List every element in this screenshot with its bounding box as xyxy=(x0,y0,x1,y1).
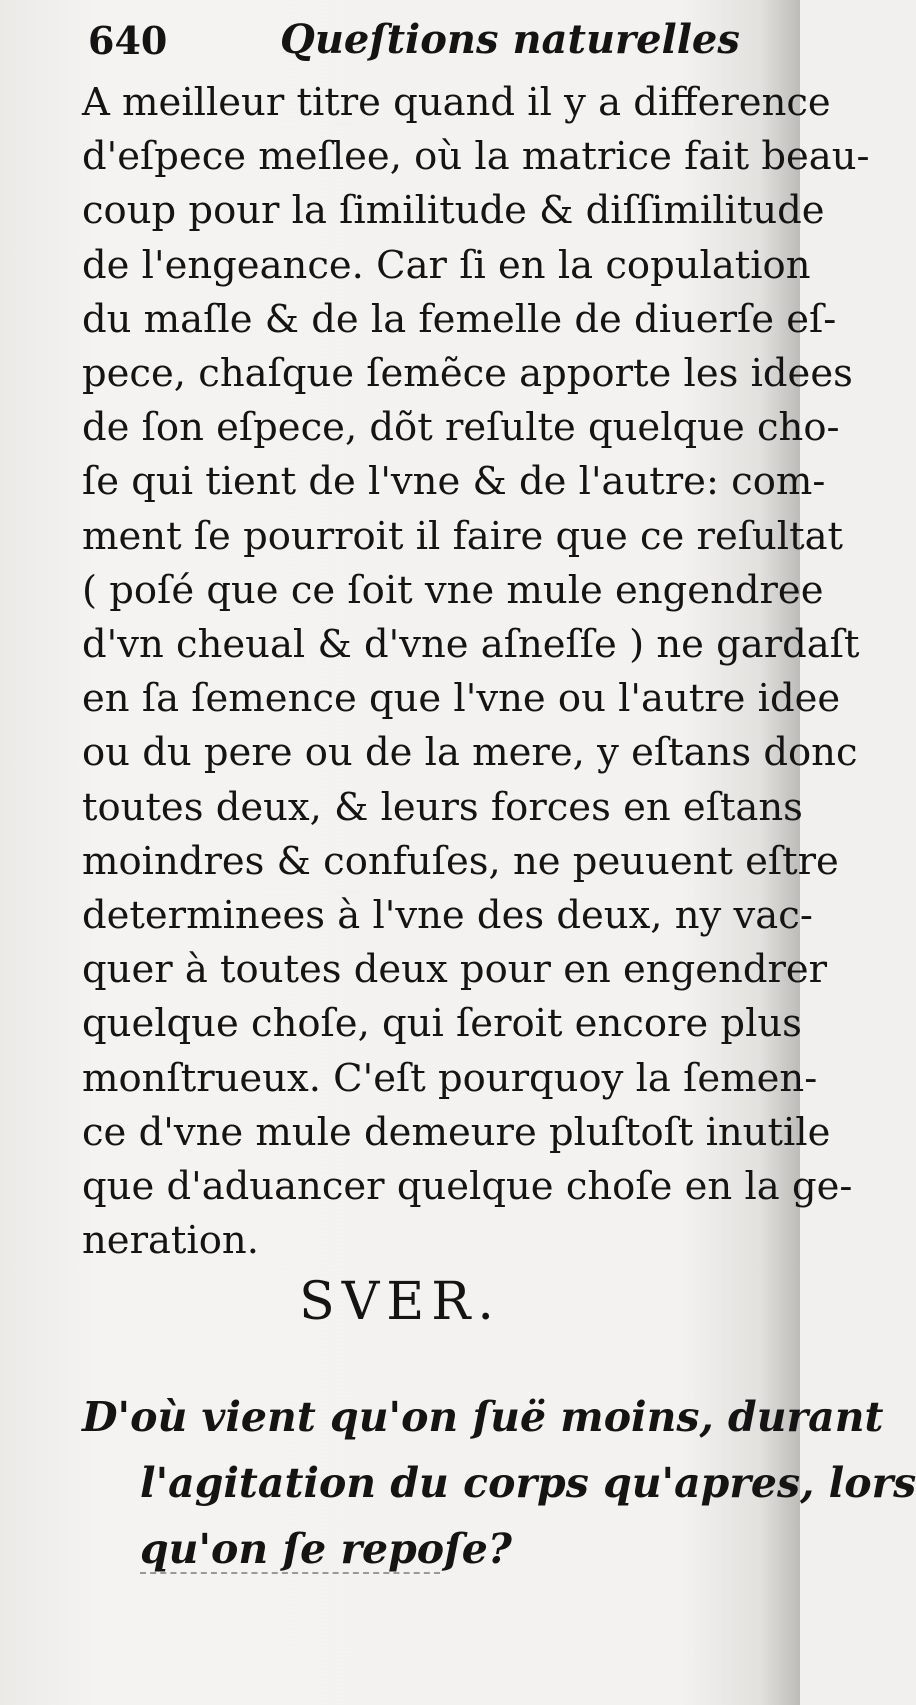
text-line: ment ſe pourroit il faire que ce reſultat xyxy=(82,513,843,559)
text-line: que d'aduancer quelque choſe en la ge- xyxy=(82,1164,853,1210)
text-line: en ſa ſemence que l'vne ou l'autre idee xyxy=(82,676,841,722)
text-line: ſe qui tient de l'vne & de l'autre: com- xyxy=(82,459,826,505)
text-line: d'eſpece meſlee, où la matrice fait beau- xyxy=(82,134,870,180)
text-line: monſtrueux. C'eſt pourquoy la ſemen- xyxy=(82,1055,818,1101)
text-line: coup pour la ſimilitude & diſſimilitude xyxy=(82,188,825,234)
text-line: quelque choſe, qui ſeroit encore plus xyxy=(82,1001,802,1047)
text-line: de ſon eſpece, dõt reſulte quelque cho- xyxy=(82,405,840,451)
text-line: du maſle & de la femelle de diuerſe eſ- xyxy=(82,296,837,342)
text-line: pece, chaſque ſemẽce apporte les idees xyxy=(82,351,853,397)
text-line: quer à toutes deux pour en engendrer xyxy=(82,947,828,993)
question-line: l'agitation du corps qu'apres, lors xyxy=(140,1459,916,1507)
question-line: D'où vient qu'on ſuë moins, durant xyxy=(82,1393,884,1441)
question-paragraph xyxy=(82,1384,916,1582)
dashed-rule xyxy=(140,1572,440,1574)
question-line: qu'on ſe repoſe? xyxy=(140,1525,512,1573)
section-heading: SVER. xyxy=(299,1272,501,1332)
text-line: ou du pere ou de la mere, y eſtans donc xyxy=(82,730,858,776)
text-line: determinees à l'vne des deux, ny vac- xyxy=(82,893,813,939)
text-line: d'vn cheual & d'vne aſneſſe ) ne gardaſt xyxy=(82,622,860,668)
text-line: neration. xyxy=(82,1218,259,1264)
running-title: Queſtions naturelles xyxy=(280,16,740,63)
text-line: moindres & confuſes, ne peuuent eſtre xyxy=(82,838,839,884)
text-line: A meilleur titre quand il y a difference xyxy=(82,80,831,125)
text-line: ce d'vne mule demeure pluſtoſt inutile xyxy=(82,1109,831,1155)
page-header xyxy=(88,12,740,72)
body-paragraph xyxy=(82,76,870,1268)
text-line: ( poſé que ce ſoit vne mule engendree xyxy=(82,567,824,613)
page-number: 640 xyxy=(88,18,168,63)
text-line: toutes deux, & leurs forces en eſtans xyxy=(82,784,803,830)
text-line: de l'engeance. Car ſi en la copulation xyxy=(82,242,811,288)
